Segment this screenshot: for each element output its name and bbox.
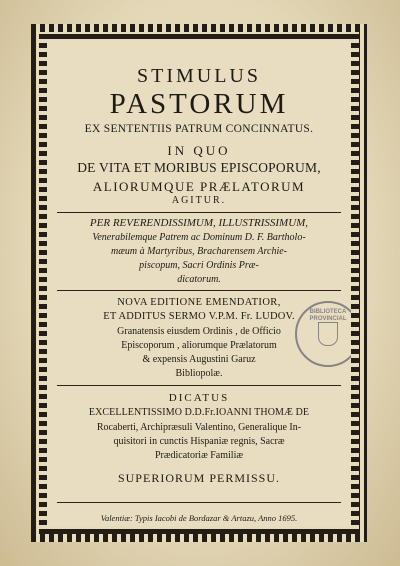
imprint-line: Valentiæ: Typis Iacobi de Bordazar & Artazu, Anno 1695.: [100, 513, 298, 523]
in-quo-line: IN QUO: [167, 143, 231, 158]
ornamental-border: [31, 24, 367, 542]
dedication-line-5: Prædicatoriæ Familiæ: [154, 450, 244, 461]
de-vita-line: DE VITA ET MORIBUS EPISCOPORUM,: [77, 160, 321, 175]
divider-rule-2: [57, 290, 341, 291]
edition-line-6: Bibliopolæ.: [175, 368, 223, 379]
divider-rule-3: [57, 385, 341, 386]
author-line-5: dicatorum.: [177, 274, 221, 285]
divider-rule-1: [57, 212, 341, 213]
praelatorum-line: ALIORUMQUE PRÆLATORUM: [92, 179, 306, 194]
edition-line-5: & expensis Augustini Garuz: [142, 354, 256, 365]
agitur-line: AGITUR.: [171, 195, 227, 206]
divider-rule-4: [57, 502, 341, 503]
coat-of-arms-icon: [318, 322, 338, 346]
dedication-line-2: EXCELLENTISSIMO D.D.Fr.IOANNI THOMÆ DE: [88, 407, 310, 418]
edition-line-4: Episcoporum , aliorumque Prælatorum: [121, 340, 277, 351]
author-line-3: mæum à Martyribus, Bracharensem Archie-: [111, 246, 287, 257]
title-line-stimulus: STIMULUS: [136, 65, 261, 87]
author-line-2: Venerabilemque Patrem ac Dominum D. F. Bartholo-: [92, 232, 306, 243]
author-line-4: piscopum, Sacri Ordinis Præ-: [139, 260, 259, 271]
author-line-1: PER REVERENDISSIMUM, ILLUSTRISSIMUM,: [89, 217, 309, 229]
edition-line-1: NOVA EDITIONE EMENDATIOR,: [117, 297, 281, 308]
edition-line-2: ET ADDITUS SERMO V.P.M. Fr. LUDOV.: [103, 311, 295, 322]
permission-line: SUPERIORUM PERMISSU.: [117, 471, 281, 485]
dedication-line-3: Rocaberti, Archipræsuli Valentino, Generalique In-: [96, 422, 302, 433]
ornamental-border-inner: [39, 32, 359, 534]
subtitle-line: EX SENTENTIIS PATRUM CONCINNATUS.: [84, 123, 314, 135]
stamp-text: BIBLIOTECA PROVINCIAL: [309, 309, 347, 322]
title-line-pastorum: PASTORUM: [109, 88, 289, 120]
edition-line-3: Granatensis eiusdem Ordinis , de Officio: [117, 326, 281, 337]
title-page-content: [47, 40, 351, 526]
dedication-line-4: quisitori in cunctis Hispaniæ regnis, Sacræ: [113, 436, 285, 447]
dedication-line-1: DICATUS: [168, 392, 230, 404]
